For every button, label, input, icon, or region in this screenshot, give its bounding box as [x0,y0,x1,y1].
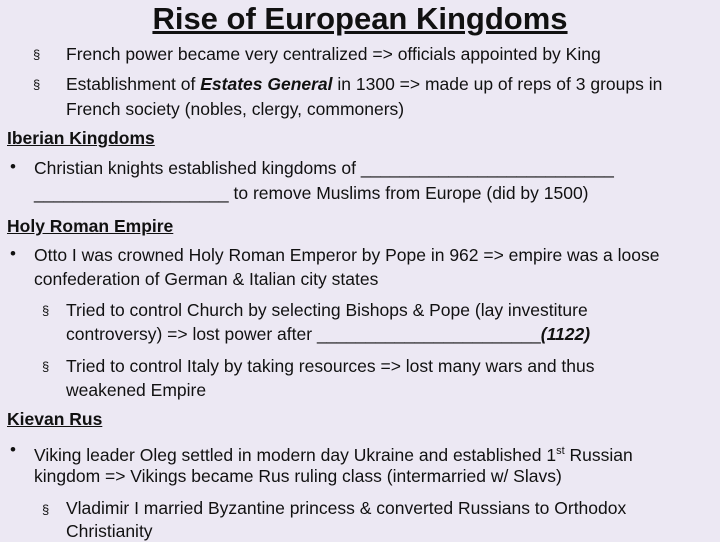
text-line: French power became very centralized => officials appointed by King [66,44,601,64]
square-bullet: § [33,77,41,92]
text-line: Viking leader Oleg settled in modern day Ukraine and established 1st Russian [34,444,633,465]
text-line: controversy) => lost power after _______________________(1122) [66,324,591,344]
text-line: French society (nobles, clergy, commoners) [66,99,405,119]
text-line: ____________________ to remove Muslims from Europe (did by 1500) [34,183,589,203]
text-line: Christianity [66,521,153,541]
dot-bullet: • [10,440,16,459]
section-heading-iberian: Iberian Kingdoms [7,128,155,148]
text-line: Tried to control Church by selecting Bishops & Pope (lay investiture [66,300,588,320]
square-bullet: § [42,502,50,517]
text-line: kingdom => Vikings became Rus ruling class (intermarried w/ Slavs) [34,466,562,486]
text-line: weakened Empire [66,380,207,400]
dot-bullet: • [10,157,16,176]
text-line: confederation of German & Italian city states [34,269,379,289]
text-line: Otto I was crowned Holy Roman Emperor by Pope in 962 => empire was a loose [34,245,660,265]
section-heading-kievan: Kievan Rus [7,409,103,429]
square-bullet: § [42,359,50,374]
text-line: Establishment of Estates General in 1300 => made up of reps of 3 groups in [66,74,663,94]
text-line: Christian knights established kingdoms of __________________________ [34,158,614,178]
square-bullet: § [33,47,41,62]
slide-title: Rise of European Kingdoms [152,1,568,36]
year-1122: (1122) [540,324,591,344]
dot-bullet: • [10,244,16,263]
text-line: Vladimir I married Byzantine princess & converted Russians to Orthodox [66,498,627,518]
text-line: Tried to control Italy by taking resources => lost many wars and thus [66,356,595,376]
estates-general-term: Estates General [200,74,333,94]
square-bullet: § [42,303,50,318]
section-heading-hre: Holy Roman Empire [7,216,174,236]
